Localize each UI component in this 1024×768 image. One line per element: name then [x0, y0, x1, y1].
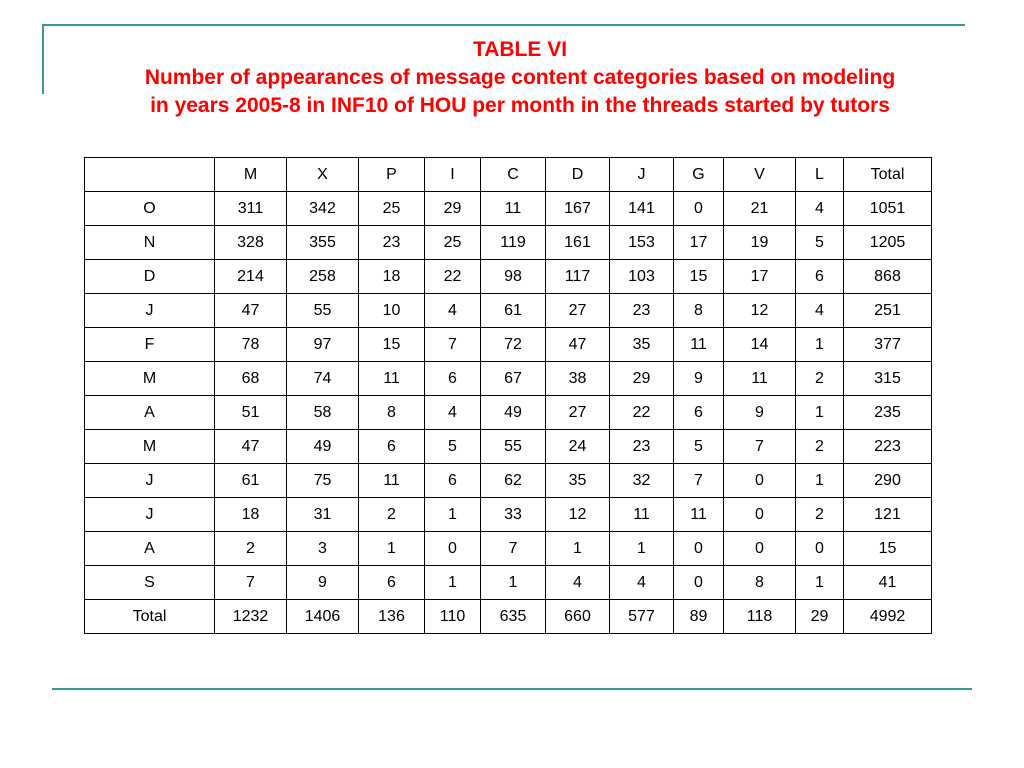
table-row [85, 464, 932, 498]
table-cell: 15 [674, 260, 724, 294]
table-cell: 62 [481, 464, 546, 498]
table-row [85, 260, 932, 294]
header-cell: G [674, 158, 724, 192]
table-cell: 214 [215, 260, 287, 294]
table-cell: 11 [359, 464, 425, 498]
table-cell: 18 [359, 260, 425, 294]
table-cell: 2 [796, 362, 844, 396]
table-cell: 5 [674, 430, 724, 464]
table-row [85, 328, 932, 362]
table-cell: 1232 [215, 600, 287, 634]
table-cell: 235 [844, 396, 932, 430]
table-cell: 47 [215, 430, 287, 464]
table-cell: 32 [610, 464, 674, 498]
table-cell: 55 [481, 430, 546, 464]
table-cell: 4 [610, 566, 674, 600]
table-cell: 15 [359, 328, 425, 362]
table-cell: 117 [546, 260, 610, 294]
table-cell: 1 [546, 532, 610, 566]
table-cell: 1 [796, 328, 844, 362]
table-cell: 23 [610, 430, 674, 464]
table-cell: 119 [481, 226, 546, 260]
table-cell: 51 [215, 396, 287, 430]
table-cell: 0 [724, 532, 796, 566]
table-cell: 1 [796, 464, 844, 498]
table-cell: 11 [674, 498, 724, 532]
table-cell: 2 [796, 430, 844, 464]
row-label-cell: N [85, 226, 215, 260]
table-cell: 7 [425, 328, 481, 362]
table-cell: 35 [546, 464, 610, 498]
table-cell: 11 [724, 362, 796, 396]
table-cell: 15 [844, 532, 932, 566]
table-cell: 1 [481, 566, 546, 600]
table-cell: 2 [215, 532, 287, 566]
table-cell: 24 [546, 430, 610, 464]
table-cell: 8 [724, 566, 796, 600]
table-cell: 223 [844, 430, 932, 464]
table-cell: 251 [844, 294, 932, 328]
table-cell: 161 [546, 226, 610, 260]
table-cell: 6 [359, 566, 425, 600]
table-cell: 9 [287, 566, 359, 600]
table-cell: 121 [844, 498, 932, 532]
table-cell: 10 [359, 294, 425, 328]
table-cell: 0 [674, 192, 724, 226]
table-cell: 0 [724, 464, 796, 498]
table-cell: 74 [287, 362, 359, 396]
table-row [85, 498, 932, 532]
header-cell-corner [85, 158, 215, 192]
table-cell: 4 [425, 294, 481, 328]
table-cell: 4 [796, 294, 844, 328]
table-cell: 25 [425, 226, 481, 260]
table-cell: 7 [481, 532, 546, 566]
table-cell: 21 [724, 192, 796, 226]
table-row [85, 192, 932, 226]
table-cell: 11 [610, 498, 674, 532]
table-cell: 0 [425, 532, 481, 566]
table-row [85, 566, 932, 600]
table-cell: 1051 [844, 192, 932, 226]
table-cell: 315 [844, 362, 932, 396]
table-cell: 328 [215, 226, 287, 260]
table-cell: 29 [796, 600, 844, 634]
table-number: TABLE VI [472, 38, 568, 61]
table-cell: 5 [796, 226, 844, 260]
caption-line-2: in years 2005-8 in INF10 of HOU per month in the threads started by tutors [150, 94, 890, 117]
table-cell: 103 [610, 260, 674, 294]
table-cell: 1 [610, 532, 674, 566]
bottom-divider-line [52, 688, 972, 690]
table-cell: 14 [724, 328, 796, 362]
table-cell: 22 [425, 260, 481, 294]
table-cell: 75 [287, 464, 359, 498]
table-cell: 27 [546, 294, 610, 328]
row-label-cell: S [85, 566, 215, 600]
table-cell: 29 [425, 192, 481, 226]
table-body [85, 192, 932, 634]
row-label-cell: F [85, 328, 215, 362]
table-cell: 0 [796, 532, 844, 566]
table-row [85, 396, 932, 430]
table-cell: 18 [215, 498, 287, 532]
table-cell: 4 [425, 396, 481, 430]
header-row [85, 158, 932, 192]
row-label-cell: A [85, 396, 215, 430]
table-cell: 118 [724, 600, 796, 634]
table-cell: 61 [215, 464, 287, 498]
table-row [85, 362, 932, 396]
table-cell: 25 [359, 192, 425, 226]
table-cell: 47 [215, 294, 287, 328]
table-cell: 17 [724, 260, 796, 294]
table-cell: 141 [610, 192, 674, 226]
table-cell: 8 [674, 294, 724, 328]
table-cell: 1 [359, 532, 425, 566]
table-caption [50, 36, 990, 120]
table-cell: 11 [359, 362, 425, 396]
table-cell: 4 [546, 566, 610, 600]
table-cell: 35 [610, 328, 674, 362]
table-cell: 153 [610, 226, 674, 260]
row-label-cell: J [85, 464, 215, 498]
header-cell: X [287, 158, 359, 192]
table-cell: 377 [844, 328, 932, 362]
table-cell: 11 [674, 328, 724, 362]
table-cell: 1205 [844, 226, 932, 260]
table-cell: 49 [287, 430, 359, 464]
table-cell: 12 [546, 498, 610, 532]
header-cell: C [481, 158, 546, 192]
table-cell: 23 [359, 226, 425, 260]
table-cell: 1 [796, 396, 844, 430]
table-cell: 9 [724, 396, 796, 430]
table-cell: 89 [674, 600, 724, 634]
table-cell: 1 [425, 498, 481, 532]
table-cell: 78 [215, 328, 287, 362]
header-cell: J [610, 158, 674, 192]
table-cell: 72 [481, 328, 546, 362]
table-cell: 6 [425, 464, 481, 498]
header-cell: Total [844, 158, 932, 192]
table-cell: 68 [215, 362, 287, 396]
table-cell: 67 [481, 362, 546, 396]
table-cell: 22 [610, 396, 674, 430]
table-cell: 17 [674, 226, 724, 260]
table-cell: 635 [481, 600, 546, 634]
row-label-cell: J [85, 294, 215, 328]
header-cell: P [359, 158, 425, 192]
table-cell: 47 [546, 328, 610, 362]
table-cell: 0 [674, 566, 724, 600]
row-label-cell: J [85, 498, 215, 532]
table-cell: 5 [425, 430, 481, 464]
table-cell: 55 [287, 294, 359, 328]
table-cell: 0 [724, 498, 796, 532]
table-cell: 290 [844, 464, 932, 498]
table-cell: 19 [724, 226, 796, 260]
table-cell: 868 [844, 260, 932, 294]
row-label-cell: D [85, 260, 215, 294]
table-cell: 41 [844, 566, 932, 600]
table-row [85, 226, 932, 260]
left-divider-line [42, 24, 44, 94]
table-cell: 58 [287, 396, 359, 430]
table-cell: 136 [359, 600, 425, 634]
table-cell: 97 [287, 328, 359, 362]
table-cell: 27 [546, 396, 610, 430]
table-cell: 23 [610, 294, 674, 328]
header-cell: M [215, 158, 287, 192]
row-label-cell: O [85, 192, 215, 226]
table-cell: 7 [215, 566, 287, 600]
table-cell: 6 [674, 396, 724, 430]
table-cell: 311 [215, 192, 287, 226]
data-table [84, 157, 932, 634]
table-row [85, 430, 932, 464]
caption-line-1: Number of appearances of message content categories based on modeling [144, 66, 896, 89]
table-cell: 49 [481, 396, 546, 430]
row-label-cell: A [85, 532, 215, 566]
table-cell: 6 [359, 430, 425, 464]
table-cell: 12 [724, 294, 796, 328]
table-cell: 9 [674, 362, 724, 396]
table-cell: 110 [425, 600, 481, 634]
table-row [85, 532, 932, 566]
header-cell: V [724, 158, 796, 192]
table-cell: 2 [796, 498, 844, 532]
row-label-cell: M [85, 430, 215, 464]
table-cell: 167 [546, 192, 610, 226]
table-row [85, 294, 932, 328]
table-cell: 2 [359, 498, 425, 532]
row-label-cell: Total [85, 600, 215, 634]
top-divider-line [42, 24, 965, 26]
table-cell: 577 [610, 600, 674, 634]
table-row [85, 600, 932, 634]
table-cell: 11 [481, 192, 546, 226]
table-cell: 6 [425, 362, 481, 396]
table-cell: 38 [546, 362, 610, 396]
table-cell: 6 [796, 260, 844, 294]
table-cell: 1 [796, 566, 844, 600]
table-cell: 31 [287, 498, 359, 532]
table-cell: 660 [546, 600, 610, 634]
table-cell: 1406 [287, 600, 359, 634]
table-cell: 98 [481, 260, 546, 294]
table-cell: 1 [425, 566, 481, 600]
header-cell: L [796, 158, 844, 192]
table-cell: 4 [796, 192, 844, 226]
header-cell: I [425, 158, 481, 192]
table-cell: 0 [674, 532, 724, 566]
table-cell: 7 [674, 464, 724, 498]
table-cell: 29 [610, 362, 674, 396]
table-cell: 3 [287, 532, 359, 566]
header-cell: D [546, 158, 610, 192]
table-cell: 4992 [844, 600, 932, 634]
row-label-cell: M [85, 362, 215, 396]
table-cell: 7 [724, 430, 796, 464]
table-cell: 61 [481, 294, 546, 328]
table-cell: 8 [359, 396, 425, 430]
table-cell: 355 [287, 226, 359, 260]
table-cell: 258 [287, 260, 359, 294]
table-cell: 33 [481, 498, 546, 532]
table-cell: 342 [287, 192, 359, 226]
